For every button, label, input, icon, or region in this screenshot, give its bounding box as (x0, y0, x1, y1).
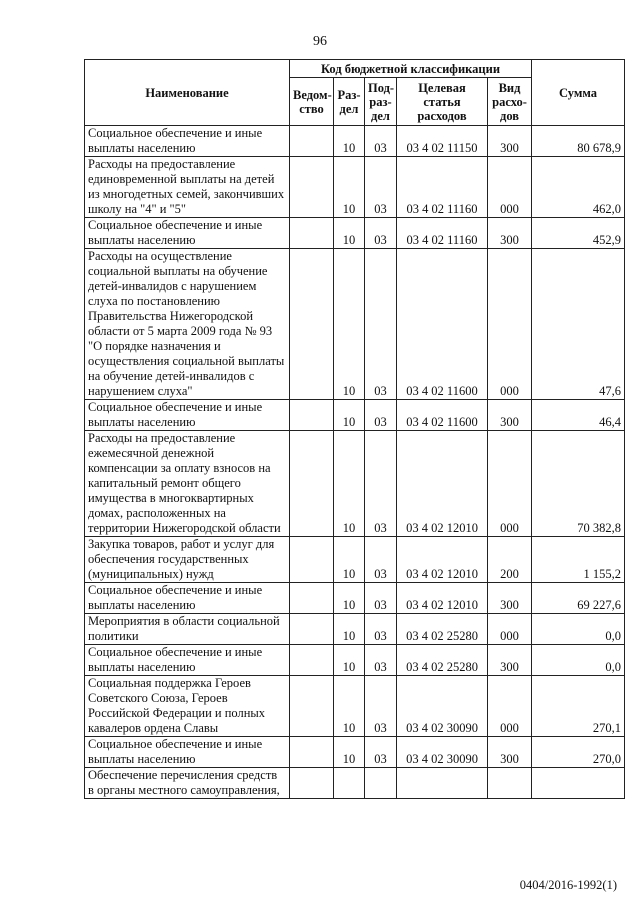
table-body (85, 126, 625, 799)
cell-subsection: 03 (365, 645, 397, 676)
header-classification: Код бюджетной классификации (290, 60, 532, 78)
cell-subsection: 03 (365, 676, 397, 737)
cell-subsection: 03 (365, 126, 397, 157)
cell-subsection: 03 (365, 537, 397, 583)
cell-section: 10 (334, 218, 365, 249)
cell-target: 03 4 02 25280 (397, 645, 488, 676)
cell-sum: 452,9 (532, 218, 625, 249)
table-row (85, 645, 625, 676)
cell-subsection: 03 (365, 400, 397, 431)
cell-expense-type: 200 (488, 537, 532, 583)
cell-ministry (290, 676, 334, 737)
cell-expense-type: 300 (488, 737, 532, 768)
budget-table (84, 59, 625, 799)
cell-target: 03 4 02 11160 (397, 157, 488, 218)
table-row (85, 737, 625, 768)
cell-name: Закупка товаров, работ и услуг для обеспечения государственных (муниципальных) нужд (85, 537, 290, 583)
cell-sum: 1 155,2 (532, 537, 625, 583)
cell-target: 03 4 02 12010 (397, 431, 488, 537)
table-row (85, 676, 625, 737)
document-code: 0404/2016-1992(1) (519, 878, 617, 892)
cell-ministry (290, 537, 334, 583)
cell-subsection (365, 768, 397, 799)
cell-expense-type: 300 (488, 218, 532, 249)
table-row (85, 249, 625, 400)
cell-target: 03 4 02 11160 (397, 218, 488, 249)
cell-section (334, 768, 365, 799)
cell-target: 03 4 02 11600 (397, 400, 488, 431)
cell-ministry (290, 614, 334, 645)
cell-ministry (290, 249, 334, 400)
cell-name: Социальное обеспечение и иные выплаты населению (85, 400, 290, 431)
header-target: Целевая статья расходов (397, 78, 488, 126)
cell-target: 03 4 02 30090 (397, 676, 488, 737)
cell-subsection: 03 (365, 218, 397, 249)
cell-sum: 270,1 (532, 676, 625, 737)
header-expense-type: Вид расхо-дов (488, 78, 532, 126)
cell-expense-type: 300 (488, 645, 532, 676)
header-ministry: Ведом-ство (290, 78, 334, 126)
cell-section: 10 (334, 249, 365, 400)
table-row (85, 583, 625, 614)
cell-sum: 0,0 (532, 645, 625, 676)
cell-expense-type: 300 (488, 126, 532, 157)
table-row (85, 537, 625, 583)
cell-subsection: 03 (365, 614, 397, 645)
cell-ministry (290, 737, 334, 768)
cell-expense-type: 000 (488, 249, 532, 400)
table-row (85, 157, 625, 218)
cell-sum: 0,0 (532, 614, 625, 645)
table-row (85, 614, 625, 645)
table-row (85, 431, 625, 537)
page-number: 96 (313, 34, 327, 49)
cell-ministry (290, 431, 334, 537)
cell-sum: 462,0 (532, 157, 625, 218)
cell-expense-type: 300 (488, 583, 532, 614)
table-row (85, 768, 625, 799)
cell-name: Расходы на осуществление социальной выплаты на обучение детей-инвалидов с нарушением слуха по постановлению Правительства Нижегородской области от 5 марта 2009 года № 93 "О порядке назначения и осуществления социальной выплаты на обучение детей-инвалидов с нарушением слуха" (85, 249, 290, 400)
header-subsection: Под-раз-дел (365, 78, 397, 126)
table-row (85, 218, 625, 249)
cell-expense-type (488, 768, 532, 799)
cell-target (397, 768, 488, 799)
cell-sum: 69 227,6 (532, 583, 625, 614)
cell-target: 03 4 02 12010 (397, 537, 488, 583)
cell-name: Социальное обеспечение и иные выплаты населению (85, 645, 290, 676)
cell-sum: 47,6 (532, 249, 625, 400)
table-row (85, 400, 625, 431)
cell-section: 10 (334, 400, 365, 431)
cell-name: Расходы на предоставление ежемесячной денежной компенсации за оплату взносов на капитальный ремонт общего имущества в многоквартирных домах, расположенных на территории Нижегородской области (85, 431, 290, 537)
cell-expense-type: 000 (488, 431, 532, 537)
header-section: Раз-дел (334, 78, 365, 126)
cell-target: 03 4 02 30090 (397, 737, 488, 768)
cell-target: 03 4 02 25280 (397, 614, 488, 645)
cell-sum: 70 382,8 (532, 431, 625, 537)
cell-expense-type: 000 (488, 676, 532, 737)
cell-expense-type: 300 (488, 400, 532, 431)
cell-expense-type: 000 (488, 157, 532, 218)
cell-name: Социальное обеспечение и иные выплаты населению (85, 126, 290, 157)
cell-name: Обеспечение перечисления средств в органы местного самоуправления, (85, 768, 290, 799)
cell-subsection: 03 (365, 249, 397, 400)
cell-sum: 270,0 (532, 737, 625, 768)
header-sum: Сумма (532, 60, 625, 126)
cell-ministry (290, 768, 334, 799)
cell-target: 03 4 02 11600 (397, 249, 488, 400)
cell-ministry (290, 645, 334, 676)
cell-section: 10 (334, 157, 365, 218)
cell-section: 10 (334, 431, 365, 537)
cell-section: 10 (334, 583, 365, 614)
cell-ministry (290, 400, 334, 431)
cell-expense-type: 000 (488, 614, 532, 645)
cell-target: 03 4 02 12010 (397, 583, 488, 614)
cell-ministry (290, 126, 334, 157)
cell-ministry (290, 218, 334, 249)
cell-sum (532, 768, 625, 799)
cell-ministry (290, 157, 334, 218)
cell-name: Расходы на предоставление единовременной выплаты на детей из многодетных семей, закончивших школу на "4" и "5" (85, 157, 290, 218)
cell-section: 10 (334, 614, 365, 645)
cell-name: Социальное обеспечение и иные выплаты населению (85, 218, 290, 249)
cell-section: 10 (334, 737, 365, 768)
cell-name: Социальное обеспечение и иные выплаты населению (85, 583, 290, 614)
cell-subsection: 03 (365, 583, 397, 614)
header-name: Наименование (85, 60, 290, 126)
cell-section: 10 (334, 676, 365, 737)
cell-subsection: 03 (365, 737, 397, 768)
cell-name: Социальное обеспечение и иные выплаты населению (85, 737, 290, 768)
cell-sum: 46,4 (532, 400, 625, 431)
table-row (85, 126, 625, 157)
cell-section: 10 (334, 645, 365, 676)
cell-name: Социальная поддержка Героев Советского Союза, Героев Российской Федерации и полных кавалеров ордена Славы (85, 676, 290, 737)
cell-section: 10 (334, 537, 365, 583)
cell-subsection: 03 (365, 157, 397, 218)
cell-ministry (290, 583, 334, 614)
cell-subsection: 03 (365, 431, 397, 537)
cell-name: Мероприятия в области социальной политики (85, 614, 290, 645)
cell-target: 03 4 02 11150 (397, 126, 488, 157)
cell-section: 10 (334, 126, 365, 157)
cell-sum: 80 678,9 (532, 126, 625, 157)
